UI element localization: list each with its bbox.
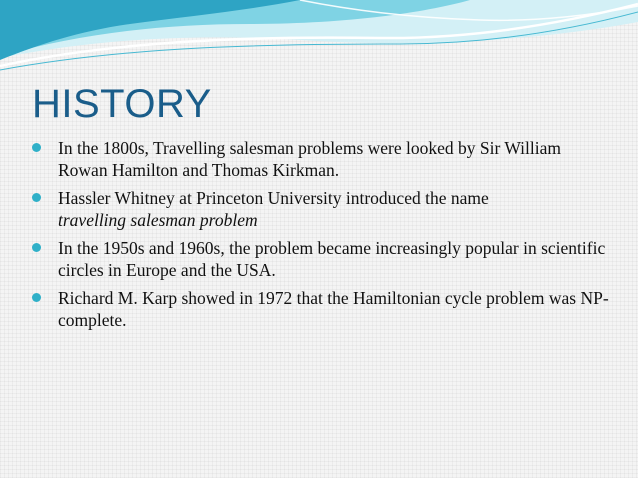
bullet-dot-icon bbox=[32, 243, 41, 252]
header-wave-decoration bbox=[0, 0, 638, 80]
bullet-dot-icon bbox=[32, 143, 41, 152]
bullet-list bbox=[30, 137, 610, 337]
bullet-item bbox=[30, 237, 610, 281]
bullet-text: In the 1800s, Travelling salesman problems were looked by Sir William Rowan Hamilton and Thomas Kirkman. bbox=[58, 138, 562, 180]
bullet-item bbox=[30, 187, 610, 231]
bullet-item bbox=[30, 137, 610, 181]
bullet-text: Richard M. Karp showed in 1972 that the Hamiltonian cycle problem was NP-complete. bbox=[58, 288, 609, 330]
bullet-dot-icon bbox=[32, 293, 41, 302]
bullet-text-main: Hassler Whitney at Princeton University introduced the name bbox=[58, 188, 489, 208]
bullet-text bbox=[58, 187, 610, 231]
bullet-item bbox=[30, 287, 610, 331]
bullet-dot-icon bbox=[32, 193, 41, 202]
bullet-text-emphasis: travelling salesman problem bbox=[58, 210, 258, 230]
bullet-text: In the 1950s and 1960s, the problem became increasingly popular in scientific circles in Europe and the USA. bbox=[58, 238, 606, 280]
slide-title: HISTORY bbox=[32, 82, 212, 126]
